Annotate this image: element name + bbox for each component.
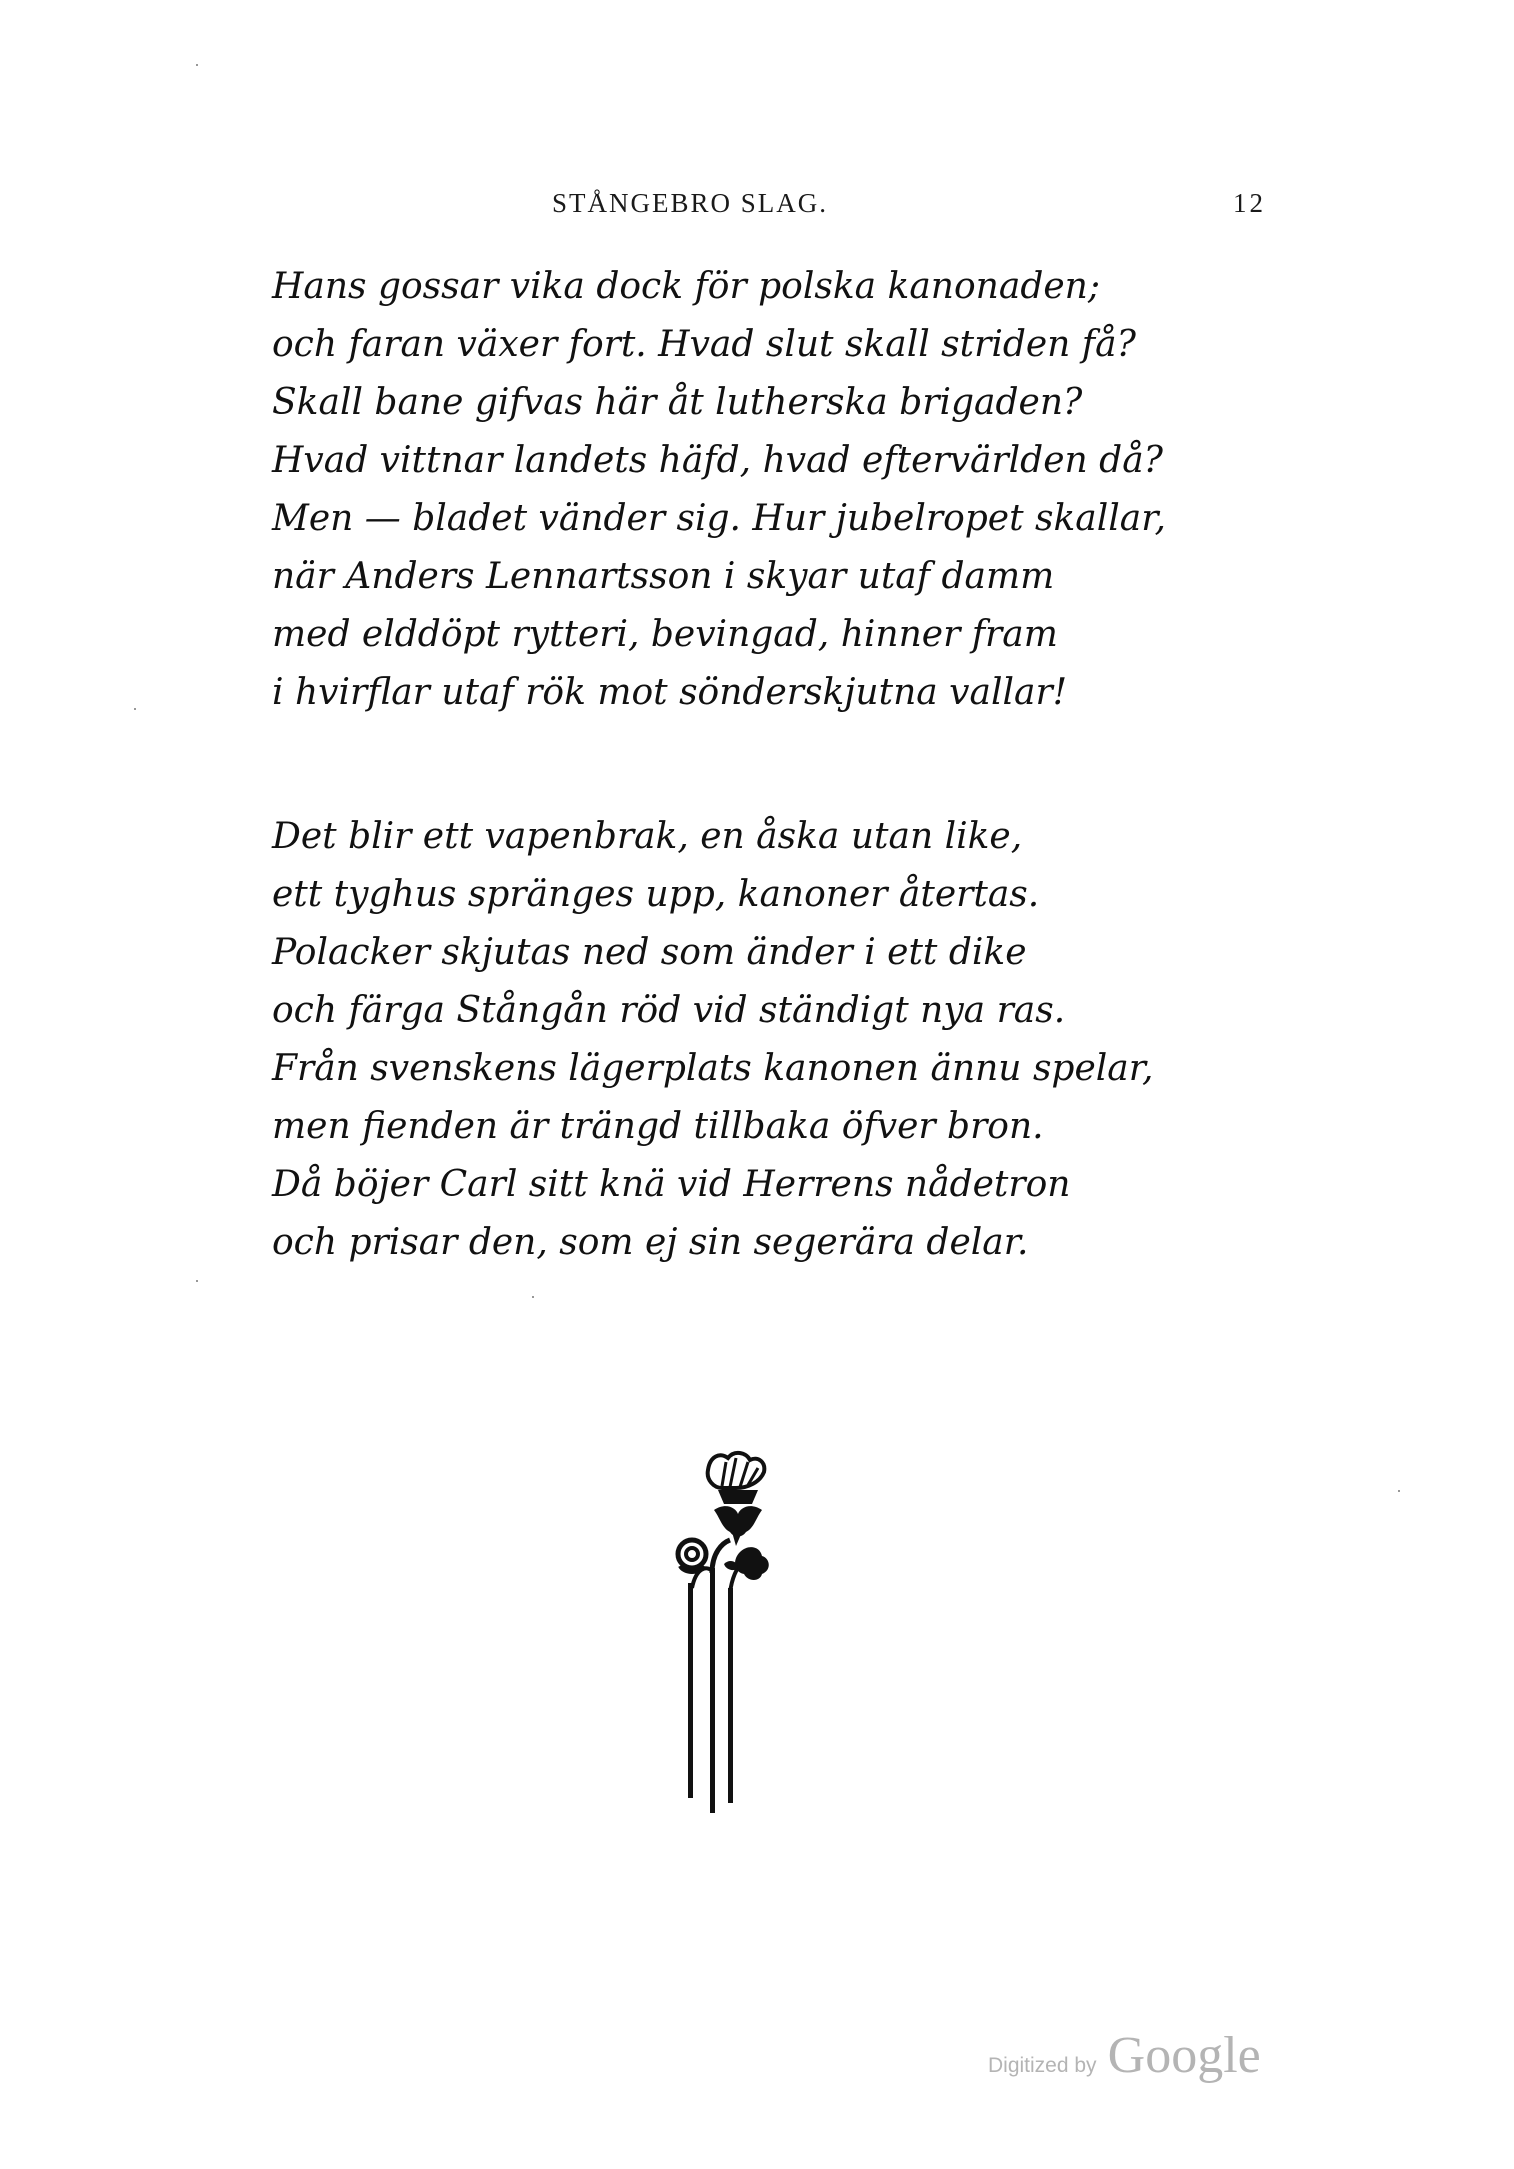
paper-speck — [532, 1296, 534, 1298]
verse-line: Men — bladet vänder sig. Hur jubelropet skallar, — [272, 498, 1166, 539]
verse-line: men fienden är trängd tillbaka öfver bron. — [272, 1106, 1044, 1147]
verse-line: med elddöpt rytteri, bevingad, hinner fram — [272, 614, 1058, 655]
verse-line: och faran växer fort. Hvad slut skall striden få? — [272, 324, 1136, 365]
verse-line: och färga Stångån röd vid ständigt nya ras. — [272, 990, 1066, 1031]
verse-line: i hvirflar utaf rök mot sönderskjutna vallar! — [272, 672, 1068, 713]
flower-tailpiece-icon — [648, 1448, 778, 1858]
verse-line: Det blir ett vapenbrak, en åska utan like, — [272, 816, 1023, 857]
verse-line: ett tyghus spränges upp, kanoner återtas. — [272, 874, 1040, 915]
stanza-2 — [272, 808, 1153, 1272]
paper-speck — [1398, 1490, 1400, 1492]
running-title: STÅNGEBRO SLAG. — [552, 188, 829, 218]
paper-speck — [196, 1280, 198, 1282]
verse-line: Då böjer Carl sitt knä vid Herrens nådetron — [272, 1164, 1071, 1205]
stanza-1 — [272, 258, 1166, 722]
verse-line: Polacker skjutas ned som änder i ett dike — [272, 932, 1027, 973]
verse-line: när Anders Lennartsson i skyar utaf damm — [272, 556, 1055, 597]
watermark-prefix: Digitized by — [988, 2054, 1097, 2077]
verse-line: Från svenskens lägerplats kanonen ännu spelar, — [272, 1048, 1154, 1089]
paper-speck — [196, 64, 198, 66]
digitized-watermark — [988, 2026, 1261, 2085]
verse-line: Hans gossar vika dock för polska kanonaden; — [272, 266, 1100, 307]
verse-line: Hvad vittnar landets häfd, hvad eftervärlden då? — [272, 440, 1163, 481]
verse-line: Skall bane gifvas här åt lutherska brigaden? — [272, 382, 1083, 423]
page-number: 12 — [1233, 188, 1266, 218]
watermark-brand: Google — [1107, 2027, 1261, 2084]
paper-speck — [134, 708, 136, 710]
verse-line: och prisar den, som ej sin segerära delar. — [272, 1222, 1029, 1263]
